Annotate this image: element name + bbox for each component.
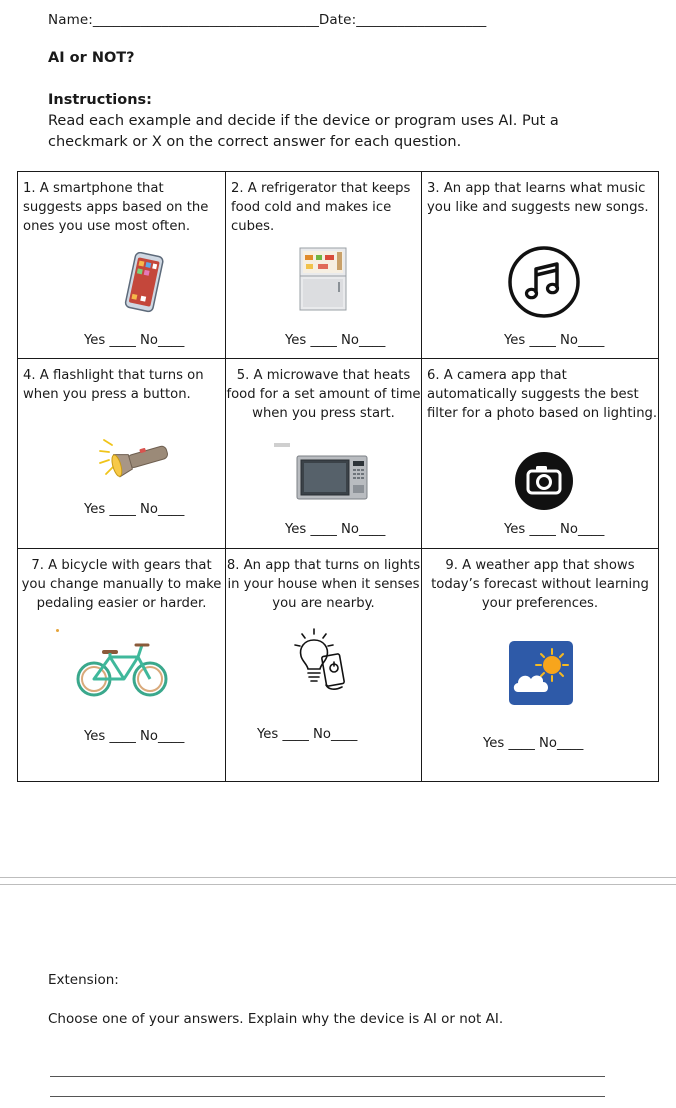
question-cell-3 (422, 172, 659, 359)
weather-icon (508, 640, 574, 706)
question-text-6: 6. A camera app that automatically suggests the best filter for a photo based on lighting. (427, 368, 658, 421)
question-cell-4 (18, 359, 226, 549)
worksheet-title: AI or NOT? (48, 50, 135, 66)
question-text-3: 3. An app that learns what music you like and suggests new songs. (427, 181, 649, 215)
instructions-heading: Instructions: (48, 92, 152, 108)
music-note-icon (507, 245, 581, 319)
smartphone-icon (124, 252, 164, 314)
instructions-text: Read each example and decide if the device or program uses AI. Put a checkmark or X on the correct answer for each question. (48, 113, 559, 150)
flashlight-icon (98, 437, 174, 481)
yes-no-answer-3[interactable]: Yes ____ No____ (504, 333, 605, 348)
smart-bulb-icon (290, 627, 360, 697)
microwave-icon (296, 455, 368, 501)
question-text-4: 4. A flashlight that turns on when you press a button. (23, 368, 204, 402)
question-cell-8 (226, 549, 422, 782)
question-text-7: 7. A bicycle with gears that you change manually to make pedaling easier or harder. (21, 558, 222, 611)
decorative-bar (274, 443, 290, 447)
name-date-line[interactable]: Name:_________________________________Date:___________________ (48, 12, 487, 28)
refrigerator-icon (294, 246, 352, 312)
question-grid (17, 171, 659, 782)
yes-no-answer-4[interactable]: Yes ____ No____ (84, 502, 185, 517)
yes-no-answer-9[interactable]: Yes ____ No____ (483, 736, 584, 751)
bicycle-icon (76, 639, 168, 699)
question-text-8: 8. An app that turns on lights in your house when it senses you are nearby. (226, 558, 421, 611)
decorative-dot (56, 629, 59, 632)
question-cell-5 (226, 359, 422, 549)
question-cell-2 (226, 172, 422, 359)
yes-no-answer-6[interactable]: Yes ____ No____ (504, 522, 605, 537)
question-text-2: 2. A refrigerator that keeps food cold and makes ice cubes. (231, 181, 411, 234)
question-cell-9 (422, 549, 659, 782)
question-text-9: 9. A weather app that shows today’s forecast without learning your preferences. (431, 558, 649, 611)
yes-no-answer-8[interactable]: Yes ____ No____ (257, 727, 358, 742)
extension-prompt: Choose one of your answers. Explain why the device is AI or not AI. (48, 1011, 504, 1027)
camera-icon (514, 451, 574, 511)
yes-no-answer-1[interactable]: Yes ____ No____ (84, 333, 185, 348)
extension-heading: Extension: (48, 972, 119, 988)
yes-no-answer-5[interactable]: Yes ____ No____ (285, 522, 386, 537)
yes-no-answer-7[interactable]: Yes ____ No____ (84, 729, 185, 744)
page-divider (0, 877, 676, 878)
page-divider (0, 884, 676, 885)
question-text-5: 5. A microwave that heats food for a set amount of time when you press start. (226, 368, 421, 421)
question-cell-7 (18, 549, 226, 782)
question-text-1: 1. A smartphone that suggests apps based on the ones you use most often. (23, 181, 209, 234)
question-cell-6 (422, 359, 659, 549)
question-cell-1 (18, 172, 226, 359)
yes-no-answer-2[interactable]: Yes ____ No____ (285, 333, 386, 348)
answer-line[interactable] (50, 1076, 605, 1077)
answer-line[interactable] (50, 1096, 605, 1097)
